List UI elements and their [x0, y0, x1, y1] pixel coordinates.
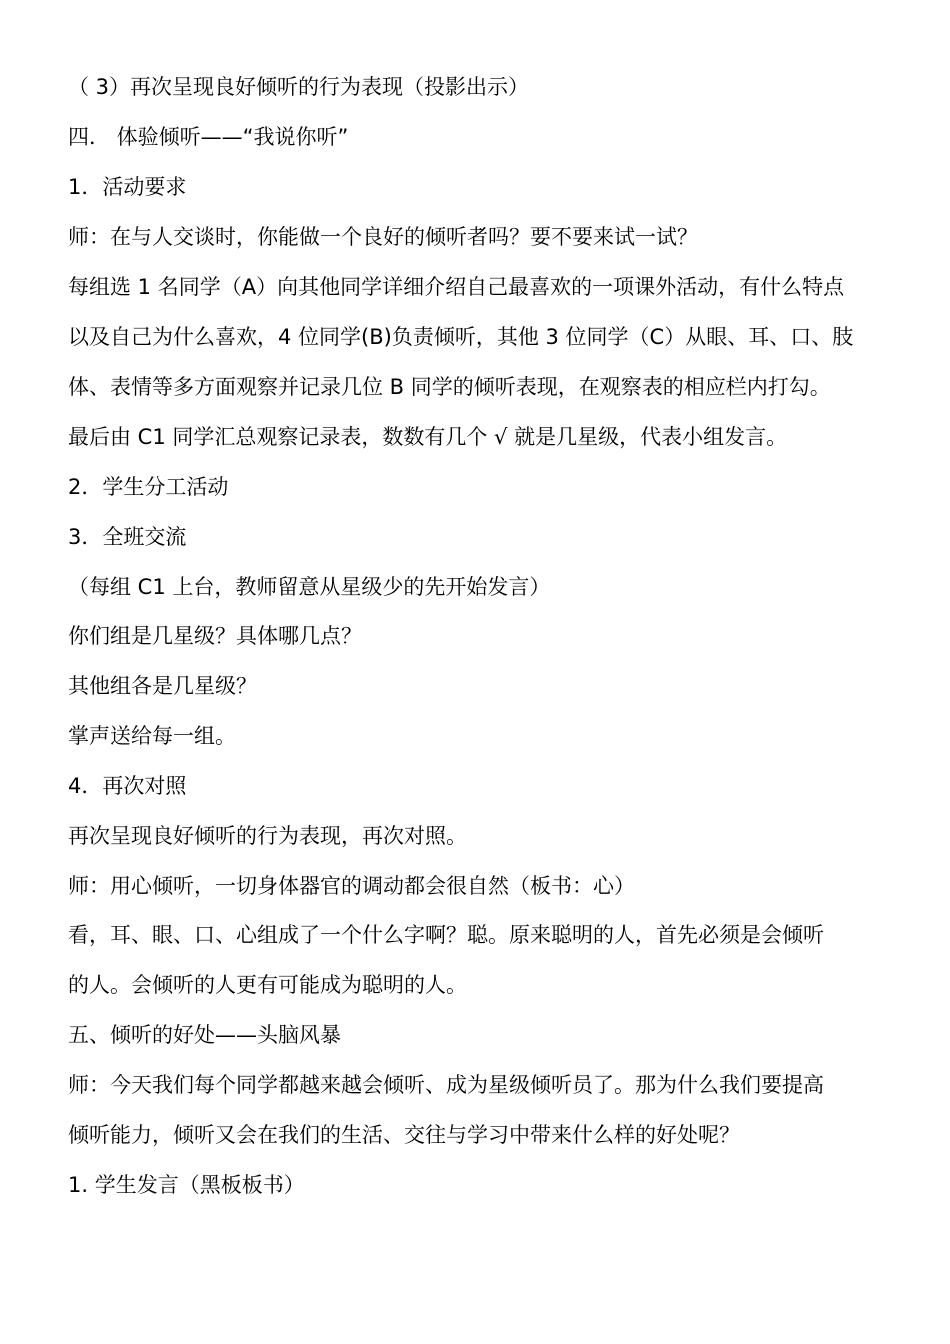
section-heading: 五、倾听的好处——头脑风暴	[68, 1023, 341, 1047]
section-heading: 四． 体验倾听——“我说你听”	[68, 125, 349, 149]
subsection-heading: 4．再次对照	[68, 774, 187, 798]
subsection-heading: 2．学生分工活动	[68, 475, 229, 499]
text-line: 最后由 C1 同学汇总观察记录表，数数有几个 √ 就是几星级，代表小组发言。	[68, 425, 788, 449]
subsection-heading: 1. 学生发言（黑板板书）	[68, 1173, 305, 1197]
text-line: 其他组各是几星级？	[68, 674, 257, 698]
text-line: 每组选 1 名同学（A）向其他同学详细介绍自己最喜欢的一项课外活动，有什么特点	[68, 275, 845, 299]
subsection-heading: 1．活动要求	[68, 175, 187, 199]
text-line: （每组 C1 上台，教师留意从星级少的先开始发言）	[68, 575, 551, 599]
subsection-heading: 3．全班交流	[68, 525, 187, 549]
text-line: 掌声送给每一组。	[68, 724, 236, 748]
text-line: （ 3）再次呈现良好倾听的行为表现（投影出示）	[68, 75, 530, 99]
text-line: 的人。会倾听的人更有可能成为聪明的人。	[68, 973, 467, 997]
text-line: 师：今天我们每个同学都越来越会倾听、成为星级倾听员了。那为什么我们要提高	[68, 1073, 824, 1097]
text-line: 师：用心倾听，一切身体器官的调动都会很自然（板书：心）	[68, 874, 635, 898]
text-line: 体、表情等多方面观察并记录几位 B 同学的倾听表现，在观察表的相应栏内打勾。	[68, 375, 831, 399]
text-line: 你们组是几星级？具体哪几点？	[68, 624, 362, 648]
text-line: 倾听能力，倾听又会在我们的生活、交往与学习中带来什么样的好处呢？	[68, 1123, 740, 1147]
text-line: 以及自己为什么喜欢，4 位同学(B)负责倾听，其他 3 位同学（C）从眼、耳、口、肢	[68, 325, 854, 349]
text-line: 师：在与人交谈时，你能做一个良好的倾听者吗？要不要来试一试？	[68, 225, 698, 249]
text-line: 再次呈现良好倾听的行为表现，再次对照。	[68, 824, 467, 848]
text-line: 看，耳、眼、口、心组成了一个什么字啊？聪。原来聪明的人，首先必须是会倾听	[68, 923, 824, 947]
